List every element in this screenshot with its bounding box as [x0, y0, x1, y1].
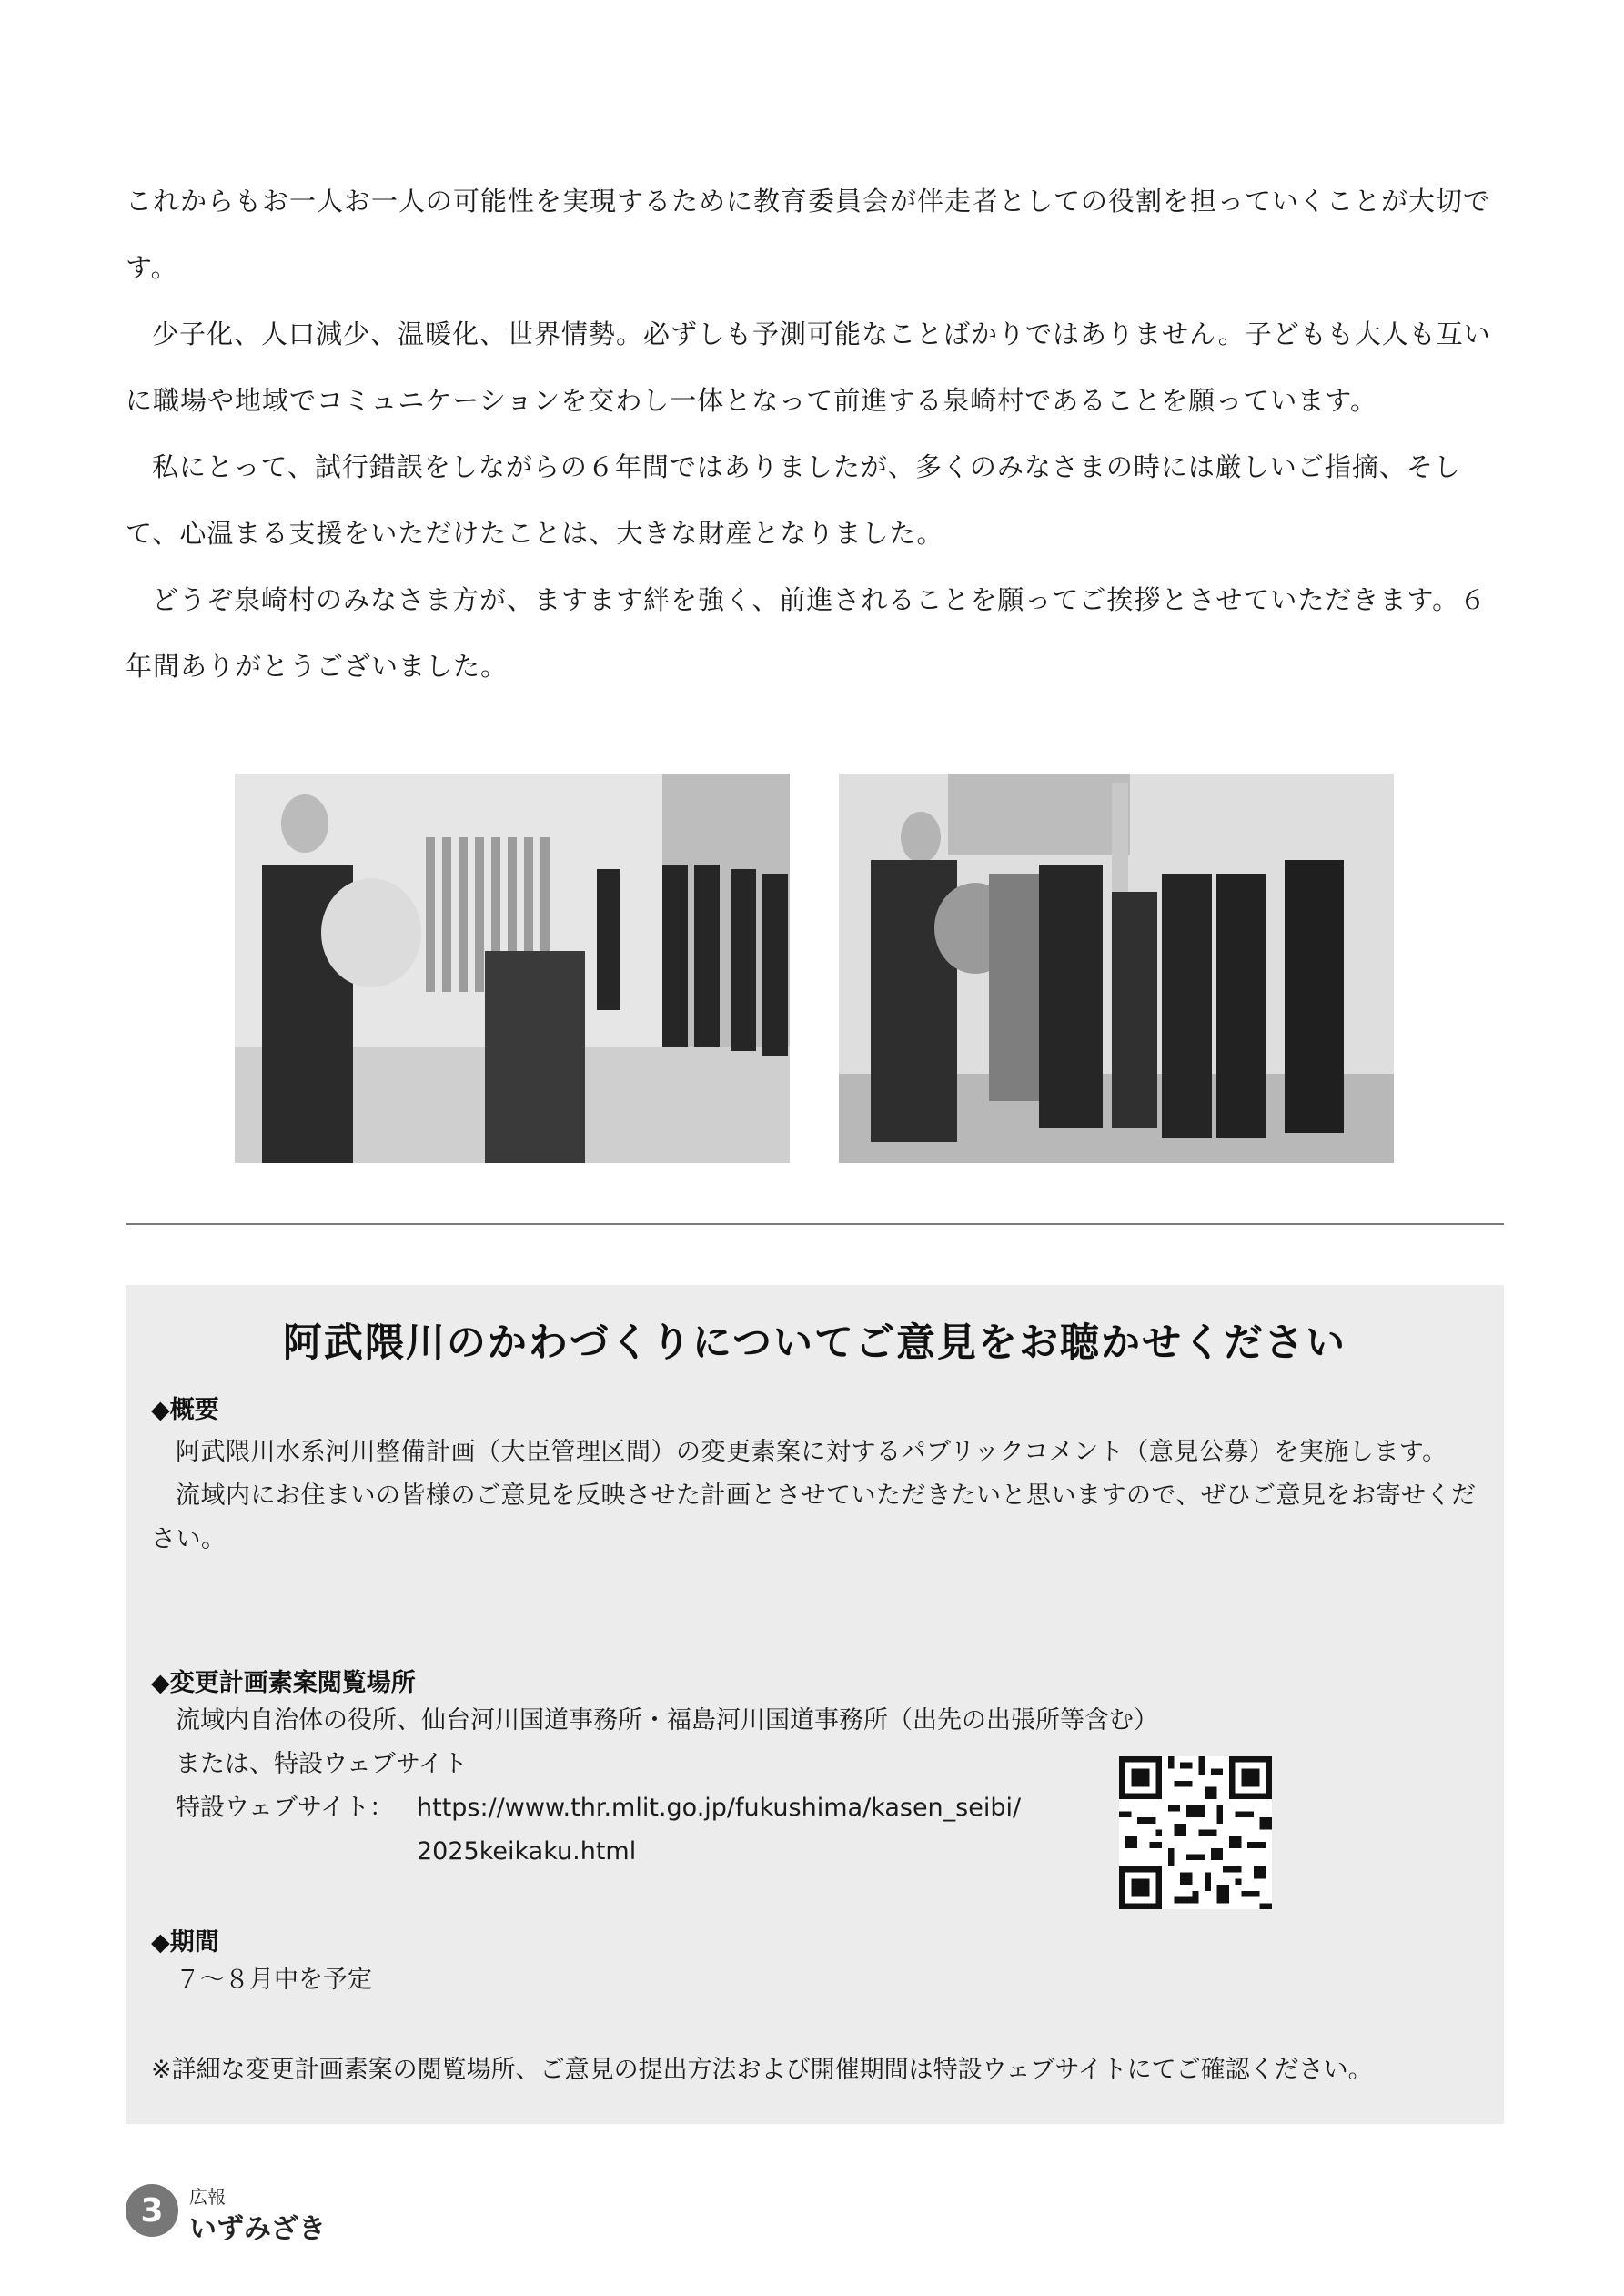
- places-line-2: または、特設ウェブサイト: [176, 1750, 469, 1778]
- overview-paragraph-2: 流域内にお住まいの皆様のご意見を反映させた計画とさせていただきたいと思いますので、ぜひご意見をお寄せください。: [151, 1482, 1477, 1553]
- section-divider: [126, 1223, 1504, 1225]
- notice-footnote: ※詳細な変更計画素案の閲覧場所、ご意見の提出方法および開催期間は特設ウェブサイトにてご確認ください。: [151, 2056, 1373, 2084]
- photo-bouquet-presentation: [839, 774, 1394, 1163]
- page-number-badge: 3: [126, 2184, 178, 2237]
- places-line-1: 流域内自治体の役所、仙台河川国道事務所・福島河川国道事務所（出先の出張所等含む）: [176, 1706, 1158, 1735]
- website-url-line-2[interactable]: 2025keikaku.html: [417, 1837, 637, 1866]
- website-qr-code[interactable]: [1119, 1756, 1272, 1909]
- period-text: ７～８月中を予定: [176, 1966, 372, 1994]
- message-paragraph-1: これからもお一人お一人の可能性を実現するために教育委員会が伴走者としての役割を担っていくことが大切です。: [126, 186, 1491, 283]
- website-url-line-1[interactable]: https://www.thr.mlit.go.jp/fukushima/kasen_seibi/: [417, 1794, 1022, 1822]
- website-label: 特設ウェブサイト：: [176, 1794, 395, 1822]
- photo-farewell-podium: [235, 774, 790, 1163]
- public-comment-notice: [126, 1285, 1504, 2124]
- message-paragraph-2: 少子化、人口減少、温暖化、世界情勢。必ずしも予測可能なことばかりではありません。子どもも大人も互いに職場や地域でコミュニケーションを交わし一体となって前進する泉崎村であることを願っています。: [126, 319, 1491, 416]
- message-paragraph-4: どうぞ泉崎村のみなさま方が、ますます絆を強く、前進されることを願ってご挨拶とさせていただきます。６年間ありがとうございました。: [126, 584, 1488, 682]
- overview-text: [151, 1431, 1479, 1562]
- period-heading: ◆期間: [151, 1928, 219, 1957]
- overview-heading: ◆概要: [151, 1396, 219, 1424]
- magazine-name: いずみざき: [189, 2213, 326, 2245]
- message-paragraph-3: 私にとって、試行錯誤をしながらの６年間ではありましたが、多くのみなさまの時には厳しいご指摘、そして、心温まる支援をいただけたことは、大きな財産となりました。: [126, 451, 1461, 549]
- farewell-message: [126, 168, 1499, 700]
- overview-paragraph-1: 阿武隈川水系河川整備計画（大臣管理区間）の変更素案に対するパブリックコメント（意見公募）を実施します。: [176, 1438, 1447, 1466]
- places-heading: ◆変更計画素案閲覧場所: [151, 1669, 416, 1697]
- notice-title: 阿武隈川のかわづくりについてご意見をお聴かせください: [282, 1320, 1347, 1366]
- magazine-label: 広報: [189, 2186, 226, 2208]
